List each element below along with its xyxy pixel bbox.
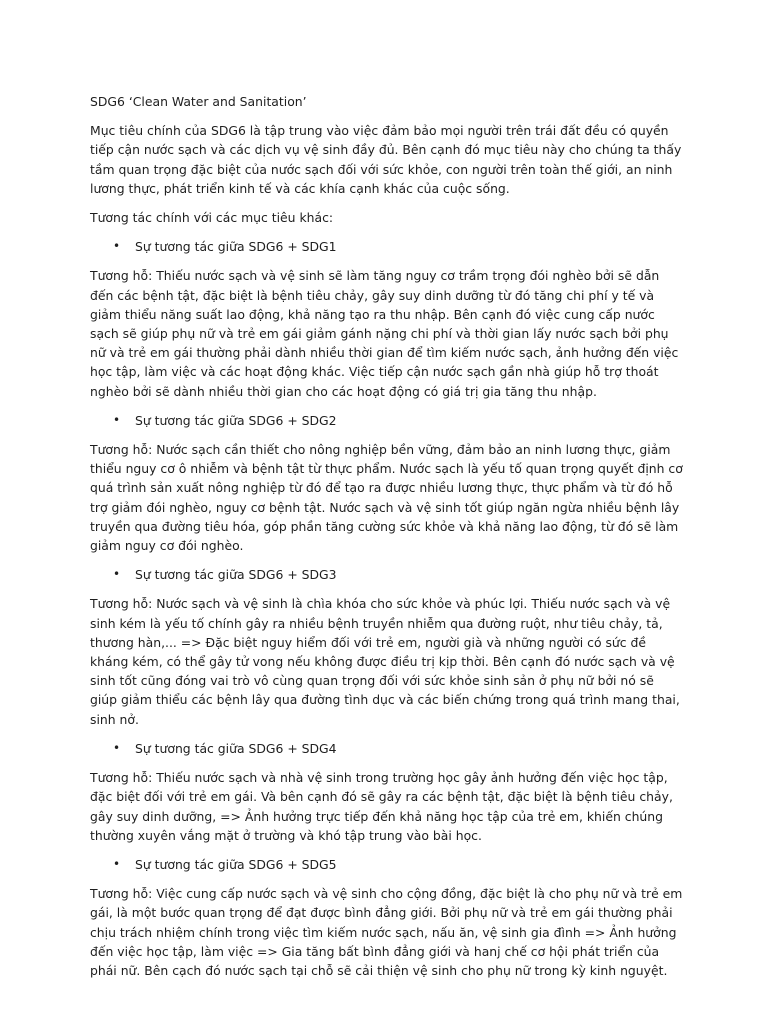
bullet-list-sdg3 xyxy=(90,565,684,584)
bullet-icon: • xyxy=(113,239,121,254)
document-title: SDG6 ‘Clean Water and Sanitation’ xyxy=(90,94,307,109)
section-paragraph-sdg4: Tương hỗ: Thiếu nước sạch và nhà vệ sinh trong trường học gây ảnh hưởng đến việc học tập, đặc biệt đối với trẻ em gái. Và bên cạnh đó sẽ gây ra các bệnh tật, đặc biệt là bệnh tiêu chảy, gây suy dinh dưỡng, => Ảnh hưởng trực tiếp đến khả năng học tập của trẻ em, khiến chúng thường xuyên vắng mặt ở trường và khó tập trung vào bài học. xyxy=(90,770,673,843)
section-paragraph-sdg3: Tương hỗ: Nước sạch và vệ sinh là chìa khóa cho sức khỏe và phúc lợi. Thiếu nước sạch và vệ sinh kém là yếu tố chính gây ra nhiều bệnh truyền nhiễm qua đường ruột, như tiêu chảy, tả, thương hàn,... => Đặc biệt nguy hiểm đối với trẻ em, người già và những người có sức đề kháng kém, có thể gây tử vong nếu không được điều trị kịp thời. Bên cạnh đó nước sạch và vệ sinh tốt cũng đóng vai trò vô cùng quan trọng đối với sức khỏe sinh sản ở phụ nữ bởi nó sẽ giúp giảm thiểu các bệnh lây qua đường tình dục và các biến chứng trong quá trình mang thai, sinh nở. xyxy=(90,596,680,727)
list-item xyxy=(90,411,684,430)
list-item xyxy=(90,565,684,584)
section-paragraph-sdg5: Tương hỗ: Việc cung cấp nước sạch và vệ sinh cho cộng đồng, đặc biệt là cho phụ nữ và trẻ em gái, là một bước quan trọng để đạt được bình đẳng giới. Bởi phụ nữ và trẻ em gái thường phải chịu trách nhiệm chính trong việc tìm kiếm nước sạch, nấu ăn, vệ sinh gia đình => Ảnh hưởng đến việc học tập, làm việc => Gia tăng bất bình đẳng giới và hanj chế cơ hội phát triển của phái nữ. Bên cạch đó nước sạch tại chỗ sẽ cải thiện vệ sinh cho phụ nữ trong kỳ kinh nguyệt. xyxy=(90,886,683,978)
bullet-icon: • xyxy=(113,412,121,427)
bullet-list-sdg1 xyxy=(90,237,684,256)
bullet-icon: • xyxy=(113,567,121,582)
bullet-list-sdg2 xyxy=(90,411,684,430)
bullet-label: Sự tương tác giữa SDG6 + SDG2 xyxy=(135,412,337,428)
section-paragraph-sdg1: Tương hỗ: Thiếu nước sạch và vệ sinh sẽ làm tăng nguy cơ trầm trọng đói nghèo bởi sẽ dẫn đến các bệnh tật, đặc biệt là bệnh tiêu chảy, gây suy dinh dưỡng từ đó tăng chi phí y tế và giảm thiểu năng suất lao động, khả năng tạo ra thu nhập. Bên cạnh đó việc cung cấp nước sạch sẽ giúp phụ nữ và trẻ em gái giảm gánh nặng chi phí và thời gian lấy nước sạch bởi phụ nữ và trẻ em gái thường phải dành nhiều thời gian để tìm kiếm nước sạch, ảnh hưởng đến việc học tập, làm việc và các hoạt động khác. Việc tiếp cận nước sạch gần nhà giúp hỗ trợ thoát nghèo bởi sẽ dành nhiều thời gian cho các hoạt động có giá trị gia tăng thu nhập. xyxy=(90,268,679,399)
bullet-icon: • xyxy=(113,856,121,871)
bullet-label: Sự tương tác giữa SDG6 + SDG3 xyxy=(135,567,337,583)
bullet-list-sdg4 xyxy=(90,739,684,758)
bullet-label: Sự tương tác giữa SDG6 + SDG5 xyxy=(135,856,337,872)
bullet-label: Sự tương tác giữa SDG6 + SDG4 xyxy=(135,740,337,756)
bullet-label: Sự tương tác giữa SDG6 + SDG1 xyxy=(135,239,337,255)
interaction-heading: Tương tác chính với các mục tiêu khác: xyxy=(90,210,334,226)
bullet-icon: • xyxy=(113,740,121,755)
list-item xyxy=(90,237,684,256)
list-item xyxy=(90,739,684,758)
document-body xyxy=(90,92,684,990)
section-paragraph-sdg2: Tương hỗ: Nước sạch cần thiết cho nông nghiệp bền vững, đảm bảo an ninh lương thực, giảm thiểu nguy cơ ô nhiễm và bệnh tật từ thực phẩm. Nước sạch là yếu tố quan trọng quyết định cơ quá trình sản xuất nông nghiệp từ đó để tạo ra được nhiều lương thực, thực phẩm và từ đó hỗ trợ giảm đói nghèo, nguy cơ bệnh tật. Nước sạch và vệ sinh tốt giúp ngăn ngừa nhiều bệnh lây truyền qua đường tiêu hóa, góp phần tăng cường sức khỏe và khả năng lao động, từ đó sẽ làm giảm nguy cơ đói nghèo. xyxy=(90,442,683,554)
intro-paragraph: Mục tiêu chính của SDG6 là tập trung vào việc đảm bảo mọi người trên trái đất đều có quyền tiếp cận nước sạch và các dịch vụ vệ sinh đầy đủ. Bên cạnh đó mục tiêu này cho chúng ta thấy tầm quan trọng đặc biệt của nước sạch đối với sức khỏe, con người trên toàn thế giới, an ninh lương thực, phát triển kinh tế và các khía cạnh khác của cuộc sống. xyxy=(90,123,682,196)
list-item xyxy=(90,855,684,874)
bullet-list-sdg5 xyxy=(90,855,684,874)
